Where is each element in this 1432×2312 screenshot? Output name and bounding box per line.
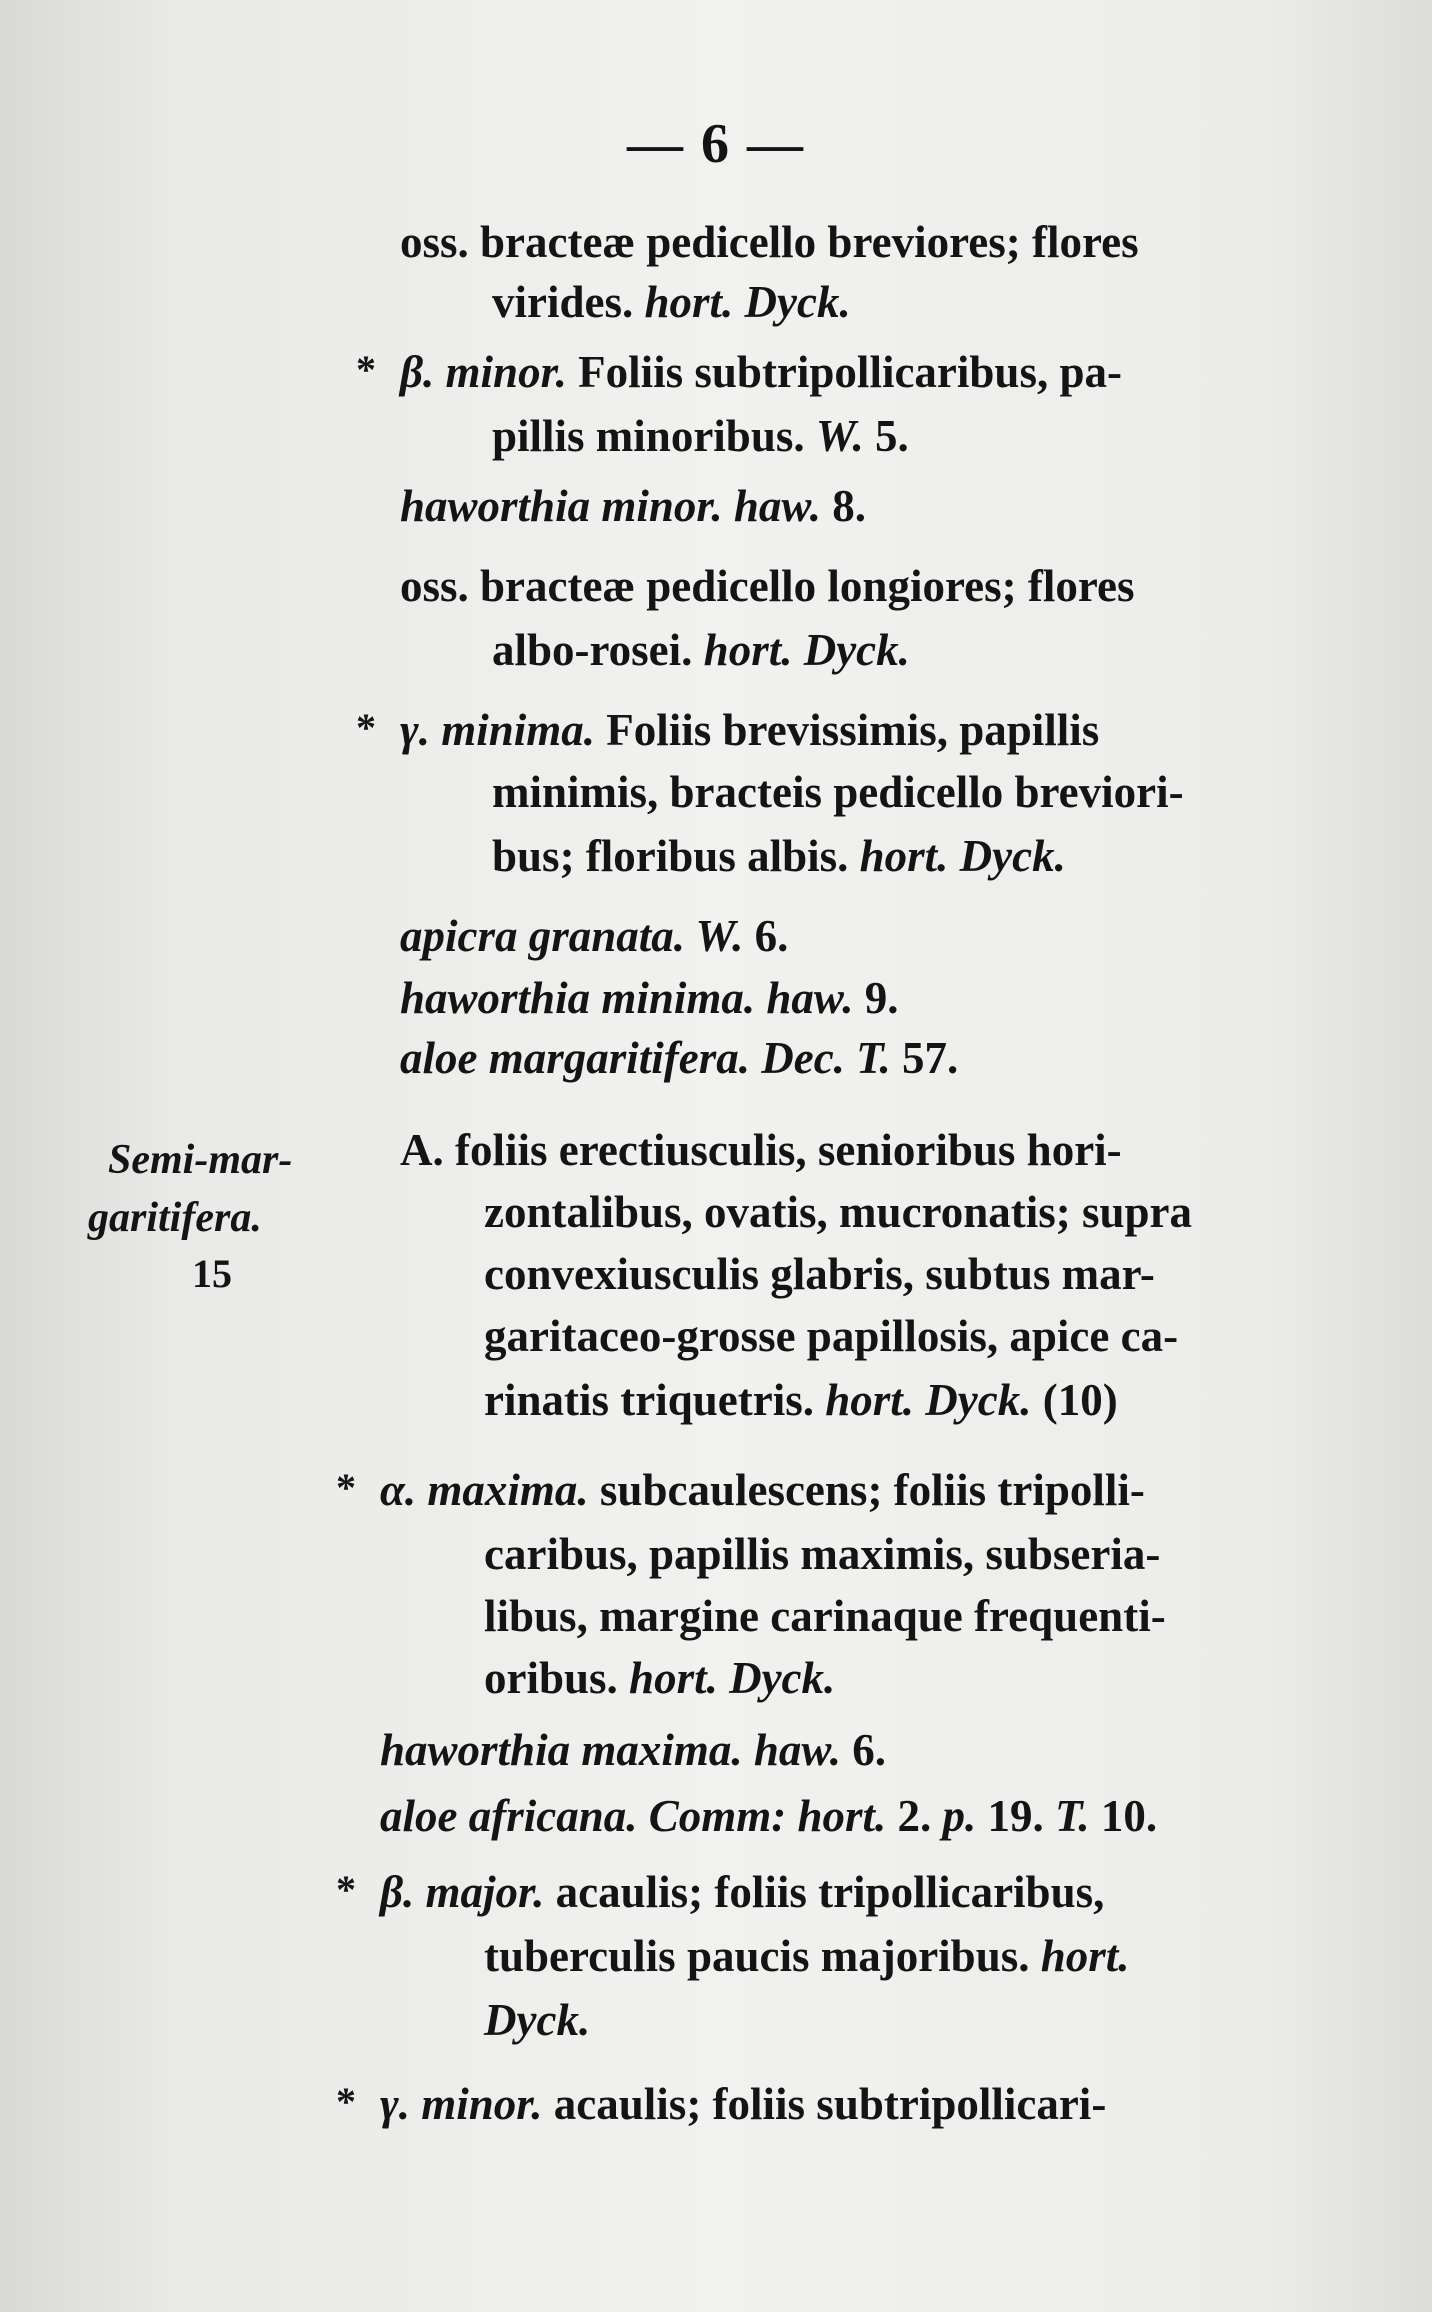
text-segment: pillis minoribus.: [492, 411, 816, 461]
text-line: [400, 700, 1099, 760]
text-line: [484, 1524, 1160, 1584]
text-line: [484, 1182, 1192, 1242]
text-segment: Foliis brevissimis, papillis: [595, 705, 1100, 755]
italic-text-segment: hort. Dyck.: [703, 625, 910, 675]
text-segment: 19.: [976, 1791, 1056, 1841]
text-segment: albo-rosei.: [492, 625, 704, 675]
text-segment: oss. bracteæ pedicello breviores; flores: [400, 217, 1139, 267]
text-segment: caribus, papillis maximis, subseria-: [484, 1529, 1161, 1579]
text-segment: 9.: [853, 973, 899, 1023]
italic-text-segment: aloe africana. Comm: hort.: [380, 1791, 887, 1841]
italic-text-segment: p.: [942, 1791, 977, 1841]
text-line: [380, 2074, 1106, 2134]
italic-text-segment: γ. minima.: [400, 705, 596, 755]
text-segment: convexiusculis glabris, subtus mar-: [484, 1249, 1155, 1299]
italic-text-segment: Dyck.: [484, 1995, 591, 2045]
italic-text-segment: γ. minor.: [380, 2079, 543, 2129]
italic-text-segment: haworthia minor. haw.: [400, 481, 822, 531]
italic-text-segment: W.: [815, 411, 864, 461]
text-line: [400, 968, 899, 1028]
text-line: [484, 1926, 1130, 1986]
text-line: [400, 556, 1134, 616]
text-line: [484, 1648, 835, 1708]
text-line: [380, 1862, 1104, 1922]
margin-note-line2: garitifera.: [88, 1195, 262, 1241]
text-line: [484, 1586, 1166, 1646]
text-line: [492, 620, 910, 680]
italic-text-segment: α. maxima.: [380, 1465, 589, 1515]
text-segment: minimis, bracteis pedicello breviori-: [492, 767, 1184, 817]
text-segment: rinatis triquetris.: [484, 1375, 826, 1425]
text-segment: garitaceo-grosse papillosis, apice ca-: [484, 1311, 1179, 1361]
margin-note-line1: Semi-mar-: [108, 1137, 293, 1183]
entry-marker-star: *: [336, 2079, 356, 2124]
text-segment: tuberculis paucis majoribus.: [484, 1931, 1041, 1981]
text-segment: zontalibus, ovatis, mucronatis; supra: [484, 1187, 1193, 1237]
text-segment: 6.: [840, 1725, 886, 1775]
text-segment: 2.: [886, 1791, 943, 1841]
text-segment: libus, margine carinaque frequenti-: [484, 1591, 1166, 1641]
italic-text-segment: hort.: [1040, 1931, 1130, 1981]
text-line: [400, 476, 866, 536]
entry-marker-star: *: [336, 1867, 356, 1912]
italic-text-segment: hort. Dyck.: [629, 1653, 836, 1703]
page-number: — 6 —: [627, 113, 805, 175]
text-line: [380, 1786, 1157, 1846]
margin-note-number: 15: [192, 1251, 232, 1296]
italic-text-segment: haworthia maxima. haw.: [380, 1725, 841, 1775]
text-line: [484, 1370, 1118, 1430]
text-line: [484, 1990, 590, 2050]
text-segment: 6.: [743, 911, 789, 961]
text-segment: acaulis; foliis tripollicaribus,: [544, 1867, 1105, 1917]
italic-text-segment: aloe margaritifera. Dec. T.: [400, 1033, 891, 1083]
text-segment: 5.: [863, 411, 909, 461]
italic-text-segment: T.: [1055, 1791, 1090, 1841]
italic-text-segment: hort. Dyck.: [825, 1375, 1032, 1425]
text-line: [492, 762, 1184, 822]
italic-text-segment: apicra granata. W.: [400, 911, 744, 961]
text-segment: acaulis; foliis subtripollicari-: [542, 2079, 1107, 2129]
text-line: [380, 1460, 1145, 1520]
text-segment: 10.: [1089, 1791, 1158, 1841]
text-segment: oss. bracteæ pedicello longiores; flores: [400, 561, 1135, 611]
text-line: [400, 1120, 1122, 1180]
entry-marker-star: *: [356, 705, 376, 750]
text-line: [492, 826, 1066, 886]
entry-marker-star: *: [356, 347, 376, 392]
text-segment: 57.: [890, 1033, 959, 1083]
text-line: [492, 406, 909, 466]
italic-text-segment: haworthia minima. haw.: [400, 973, 854, 1023]
text-segment: oribus.: [484, 1653, 630, 1703]
text-line: [492, 272, 851, 332]
italic-text-segment: hort. Dyck.: [644, 277, 851, 327]
text-segment: (10): [1031, 1375, 1118, 1425]
text-segment: subcaulescens; foliis tripolli-: [588, 1465, 1145, 1515]
text-segment: bus; floribus albis.: [492, 831, 860, 881]
text-line: [400, 212, 1139, 272]
text-segment: 8.: [821, 481, 867, 531]
text-line: [400, 906, 788, 966]
italic-text-segment: β. major.: [380, 1867, 545, 1917]
italic-text-segment: hort. Dyck.: [859, 831, 1066, 881]
text-segment: A. foliis erectiusculis, senioribus hori-: [400, 1125, 1122, 1175]
text-line: [484, 1244, 1155, 1304]
text-line: [484, 1306, 1178, 1366]
text-line: [400, 1028, 958, 1088]
entry-marker-star: *: [336, 1465, 356, 1510]
italic-text-segment: β. minor.: [400, 347, 567, 397]
text-line: [380, 1720, 886, 1780]
text-segment: Foliis subtripollicaribus, pa-: [566, 347, 1122, 397]
text-segment: virides.: [492, 277, 645, 327]
text-line: [400, 342, 1122, 402]
